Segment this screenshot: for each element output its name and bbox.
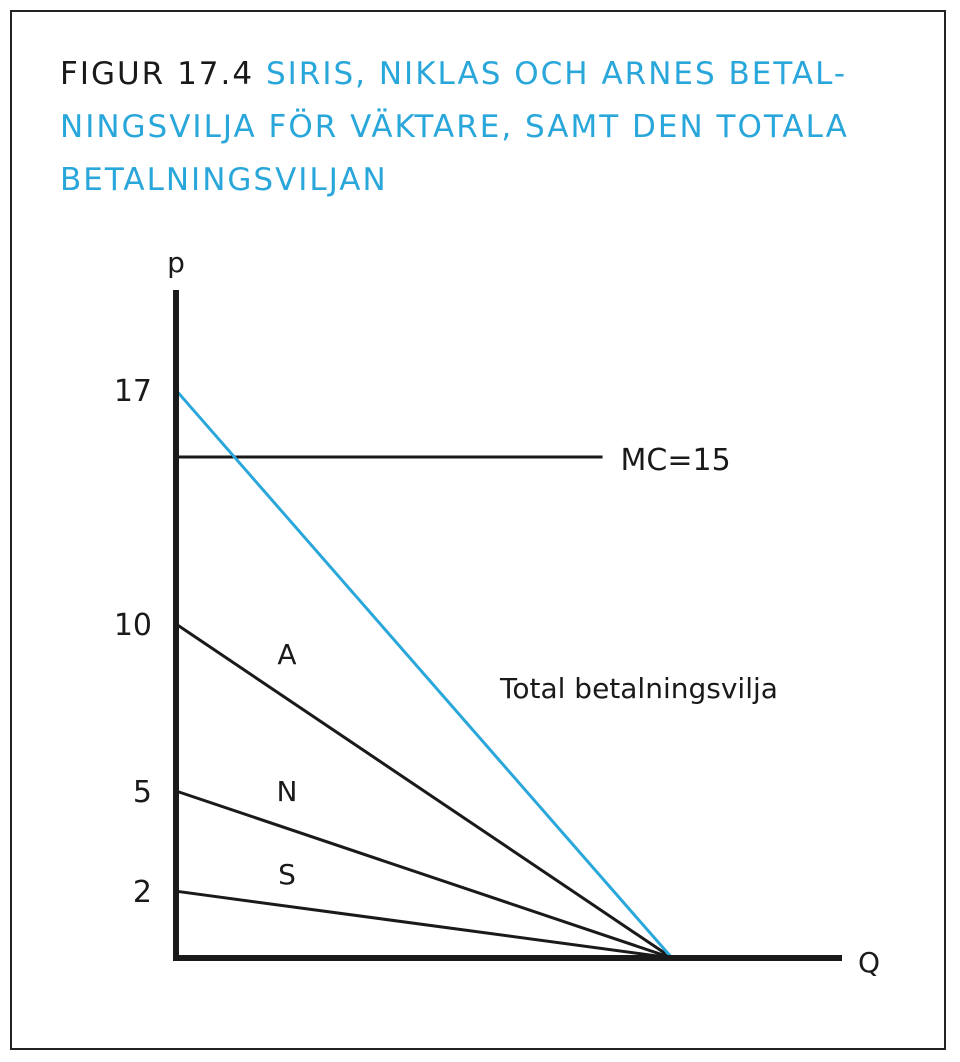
mc-label: MC=15 bbox=[620, 443, 731, 478]
y-axis-label: p bbox=[167, 246, 185, 279]
series-label-total-betalningsvilja: Total betalningsvilja bbox=[500, 672, 778, 705]
series-label-a: A bbox=[277, 638, 297, 671]
figure-number: FIGUR 17.4 bbox=[60, 56, 255, 92]
y-tick-label-10: 10 bbox=[113, 608, 152, 643]
series-line-s bbox=[176, 891, 672, 958]
series-labels bbox=[277, 638, 778, 891]
y-ticks bbox=[114, 374, 152, 910]
y-tick-label-2: 2 bbox=[132, 875, 152, 911]
figure-caption: SIRIS, NIKLAS OCH ARNES BETAL-NINGSVILJA FÖR VÄKTARE, SAMT DEN TOTALA BETALNINGSVILJAN bbox=[60, 56, 849, 198]
series-label-n: N bbox=[276, 775, 298, 808]
series-label-s: S bbox=[278, 858, 296, 891]
y-tick-label-5: 5 bbox=[132, 775, 152, 810]
x-axis-label: Q bbox=[858, 946, 881, 979]
y-tick-label-17: 17 bbox=[113, 374, 152, 410]
